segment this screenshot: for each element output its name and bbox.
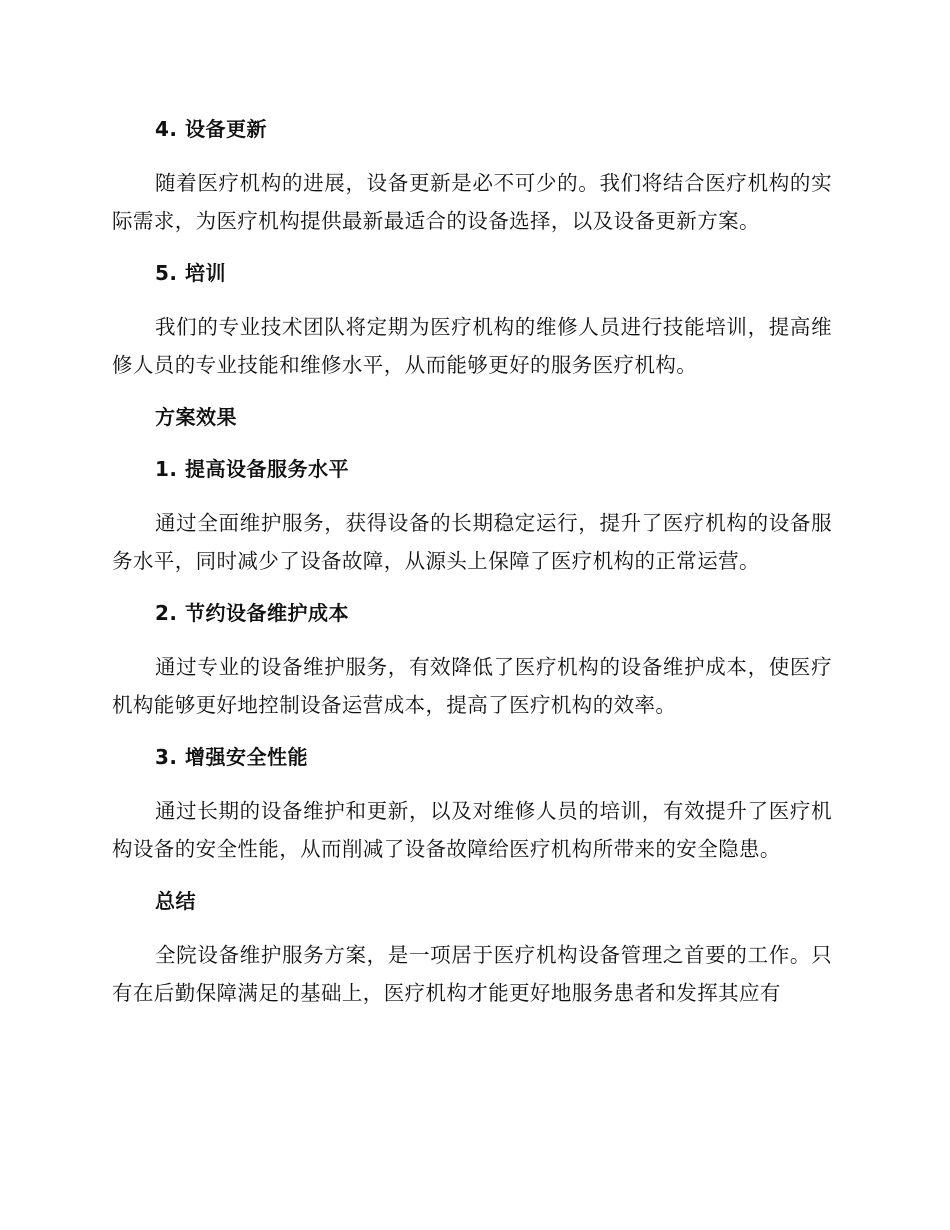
paragraph-summary: 全院设备维护服务方案，是一项居于医疗机构设备管理之首要的工作。只有在后勤保障满足的基础上，医疗机构才能更好地服务患者和发挥其应有 [112, 943, 832, 1005]
section-heading-plan-effects: 方案效果 [155, 405, 237, 429]
section-heading-save-cost: 2. 节约设备维护成本 [155, 601, 349, 625]
section-heading-safety: 3. 增强安全性能 [155, 745, 308, 769]
paragraph-safety: 通过长期的设备维护和更新，以及对维修人员的培训，有效提升了医疗机构设备的安全性能，从而削减了设备故障给医疗机构所带来的安全隐患。 [112, 799, 832, 861]
section-heading-equipment-update: 4. 设备更新 [155, 117, 267, 141]
section-heading-training: 5. 培训 [155, 261, 226, 285]
paragraph-equipment-update: 随着医疗机构的进展，设备更新是必不可少的。我们将结合医疗机构的实际需求，为医疗机构提供最新最适合的设备选择，以及设备更新方案。 [112, 171, 832, 233]
paragraph-training: 我们的专业技术团队将定期为医疗机构的维修人员进行技能培训，提高维修人员的专业技能和维修水平，从而能够更好的服务医疗机构。 [112, 315, 832, 377]
paragraph-save-cost: 通过专业的设备维护服务，有效降低了医疗机构的设备维护成本，使医疗机构能够更好地控制设备运营成本，提高了医疗机构的效率。 [112, 655, 832, 717]
paragraph-improve-service: 通过全面维护服务，获得设备的长期稳定运行，提升了医疗机构的设备服务水平，同时减少了设备故障，从源头上保障了医疗机构的正常运营。 [112, 511, 832, 573]
document-body [112, 112, 832, 1028]
section-heading-improve-service: 1. 提高设备服务水平 [155, 457, 349, 481]
section-heading-summary: 总结 [155, 889, 196, 913]
